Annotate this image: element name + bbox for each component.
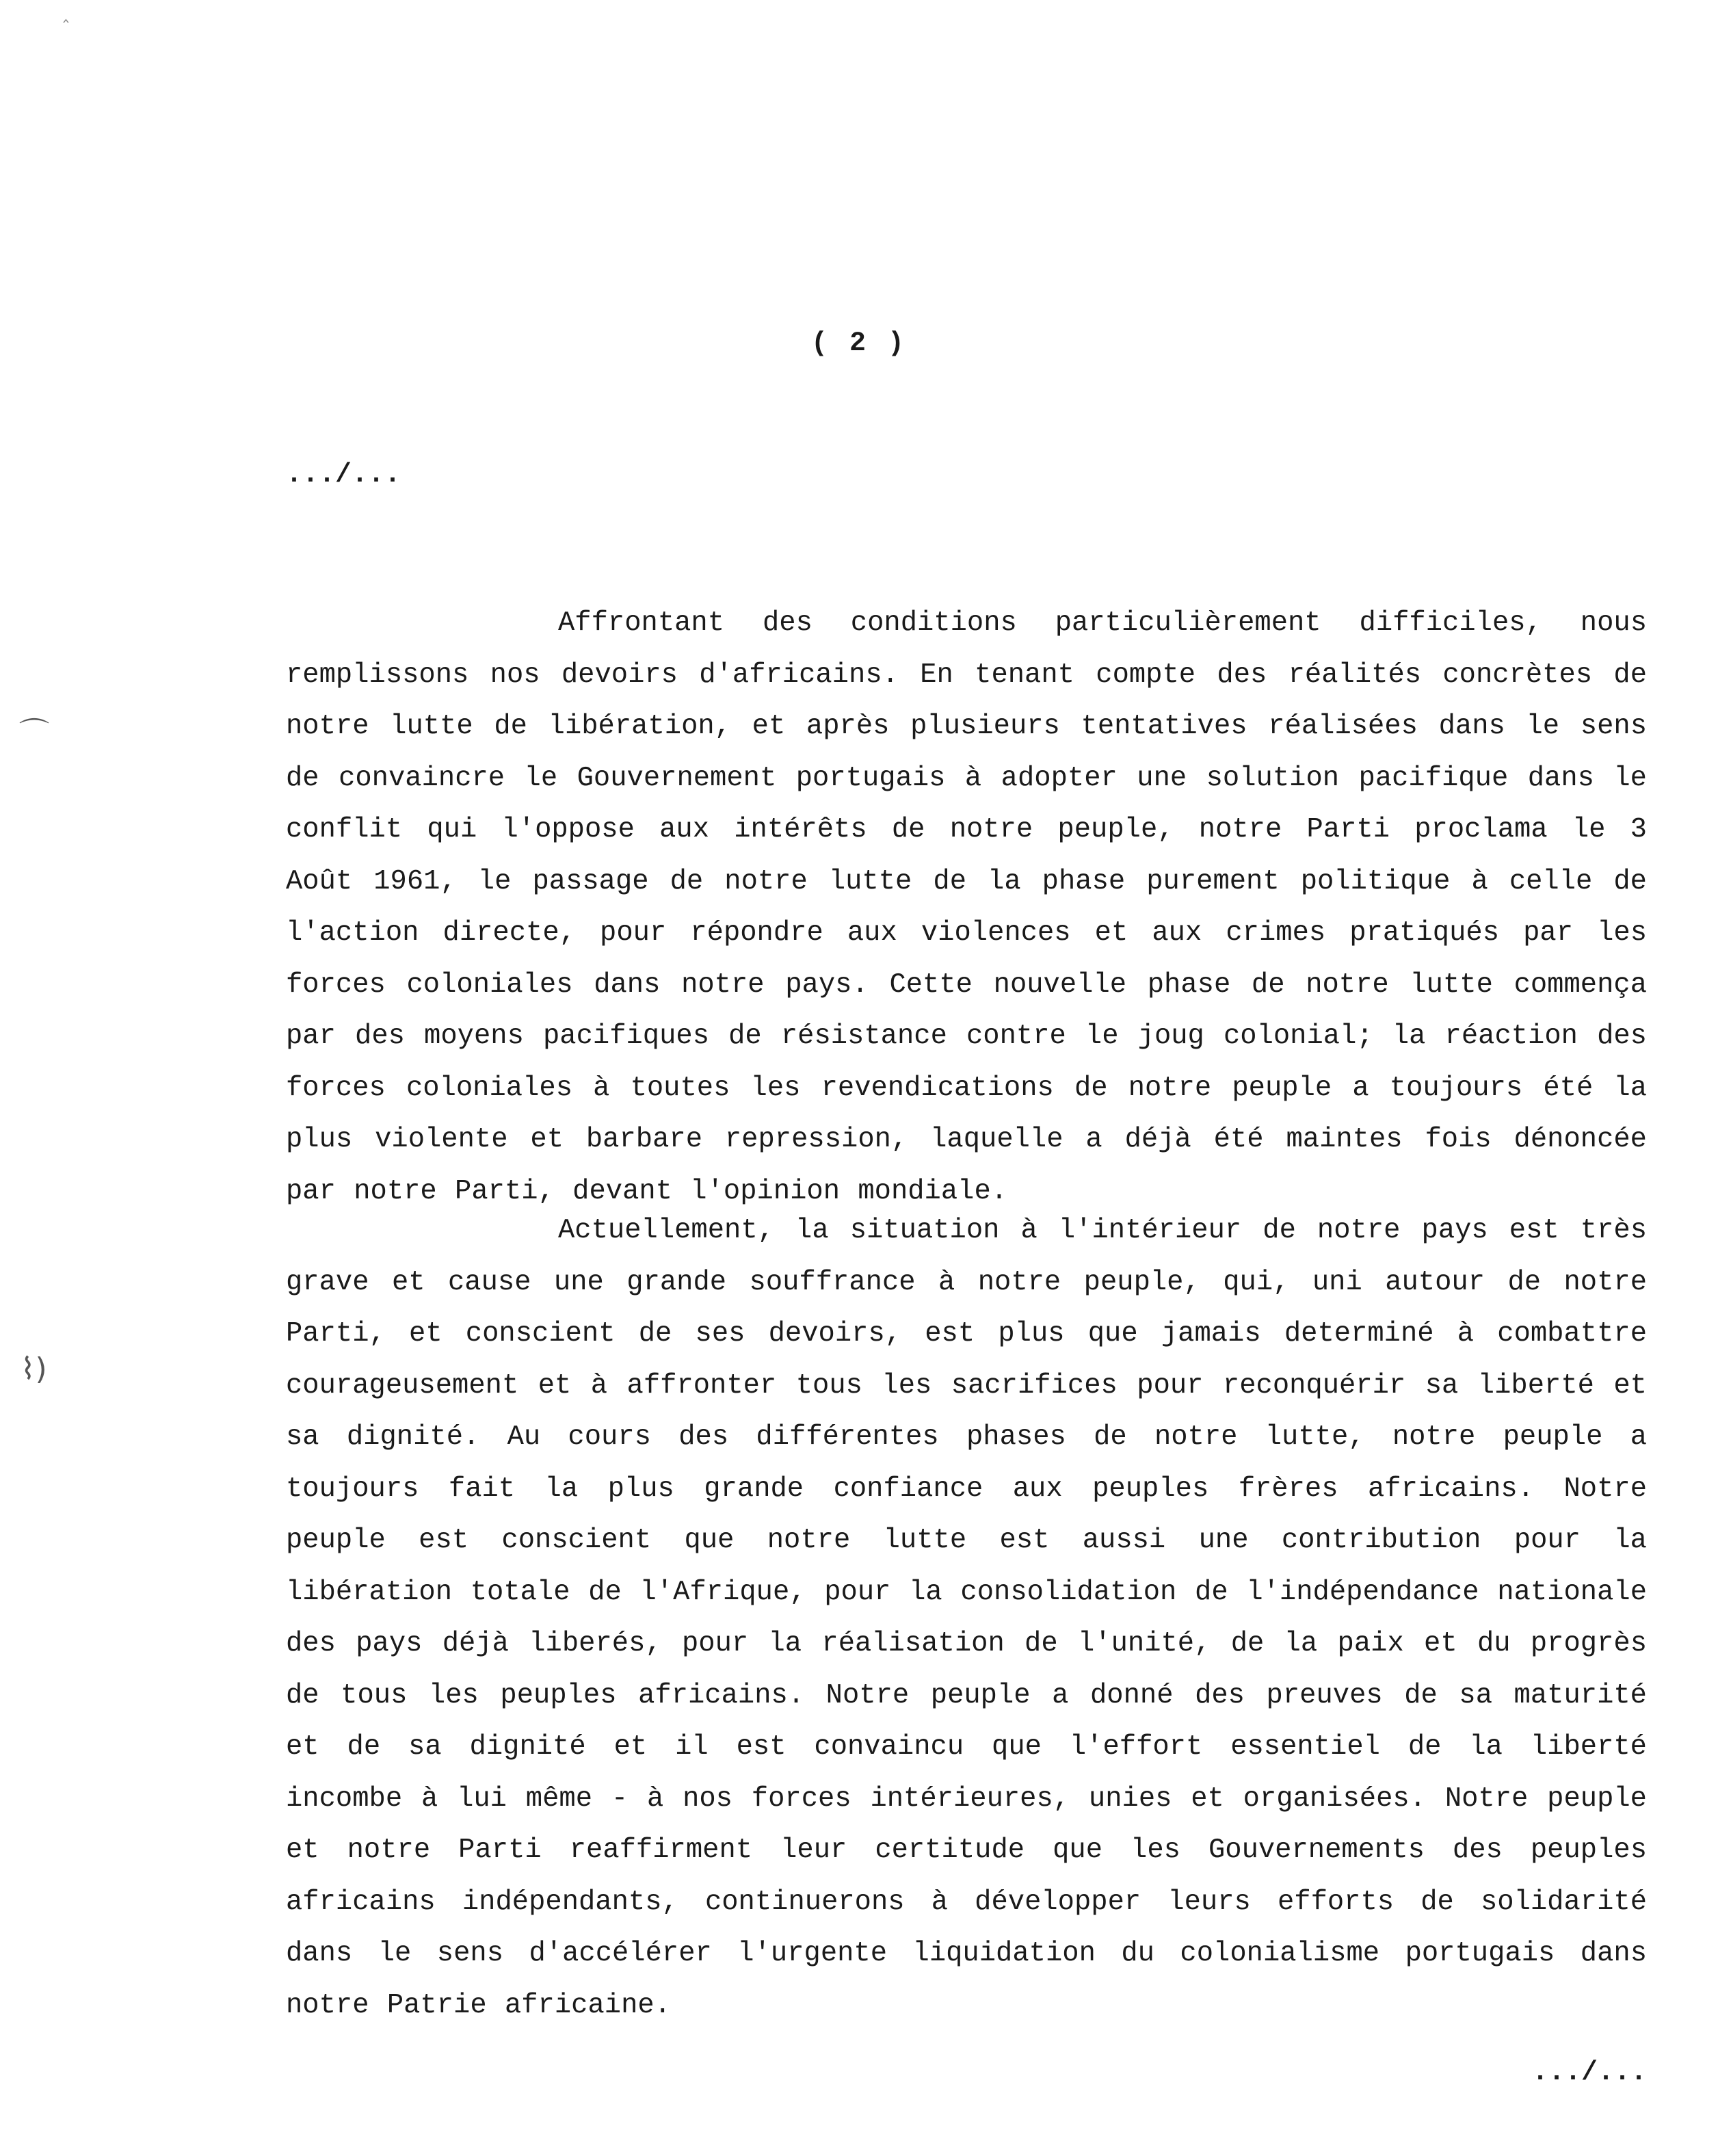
body-paragraph: Actuellement, la situation à l'intérieur de notre pays est très grave et cause une grande souffrance à notre peuple, qui, uni autour de notre Parti, et conscient de ses devoirs, est plus que jamais determiné à combattre courageusement et à affronter tous les sacrifices pour reconquérir sa liberté et sa dignité. Au cours des différentes phases de notre lutte, notre peuple a toujours fait la plus grande confiance aux peuples frères africains. Notre peuple est conscient que notre lutte est aussi une contribution pour la libération totale de l'Afrique, pour la consolidation de l'indépendance nationale des pays déjà liberés, pour la réalisation de l'unité, de la paix et du progrès de tous les peuples africains. Notre peuple a donné des preuves de sa maturité et de sa dignité et il est convaincu que l'effort essentiel de la liberté incombe à lui même - à nos forces intérieures, unies et organisées. Notre peuple et notre Parti reaffirment leur certitude que les Gouvernements des peuples africains indépendants, continuerons à développer leurs efforts de solidarité dans le sens d'accélérer l'urgente liquidation du colonialisme portugais dans notre Patrie africaine. (286, 1215, 1647, 2021)
body-paragraph: Affrontant des conditions particulièrement difficiles, nous remplissons nos devoirs d'africains. En tenant compte des réalités concrètes de notre lutte de libération, et après plusieurs tentatives réalisées dans le sens de convaincre le Gouvernement portugais à adopter une solution pacifique dans le conflit qui l'oppose aux intérêts de notre peuple, notre Parti proclama le 3 Août 1961, le passage de notre lutte de la phase purement politique à celle de l'action directe, pour répondre aux violences et aux crimes pratiqués par les forces coloniales dans notre pays. Cette nouvelle phase de notre lutte commença par des moyens pacifiques de résistance contre le joug colonial; la réaction des forces coloniales à toutes les revendications de notre peuple a toujours été la plus violente et barbare repression, laquelle a déjà été maintes fois dénoncée par notre Parti, devant l'opinion mondiale. (286, 607, 1647, 1207)
scan-speck-mark: ‸ (63, 3, 69, 23)
page-number: ( 2 ) (810, 328, 908, 359)
margin-binding-mark: ⌇) (21, 1352, 47, 1386)
continuation-marker-bottom: .../... (1531, 2058, 1647, 2088)
margin-binding-mark: ⌒ (19, 716, 49, 751)
continuation-marker-top: .../... (286, 460, 401, 490)
